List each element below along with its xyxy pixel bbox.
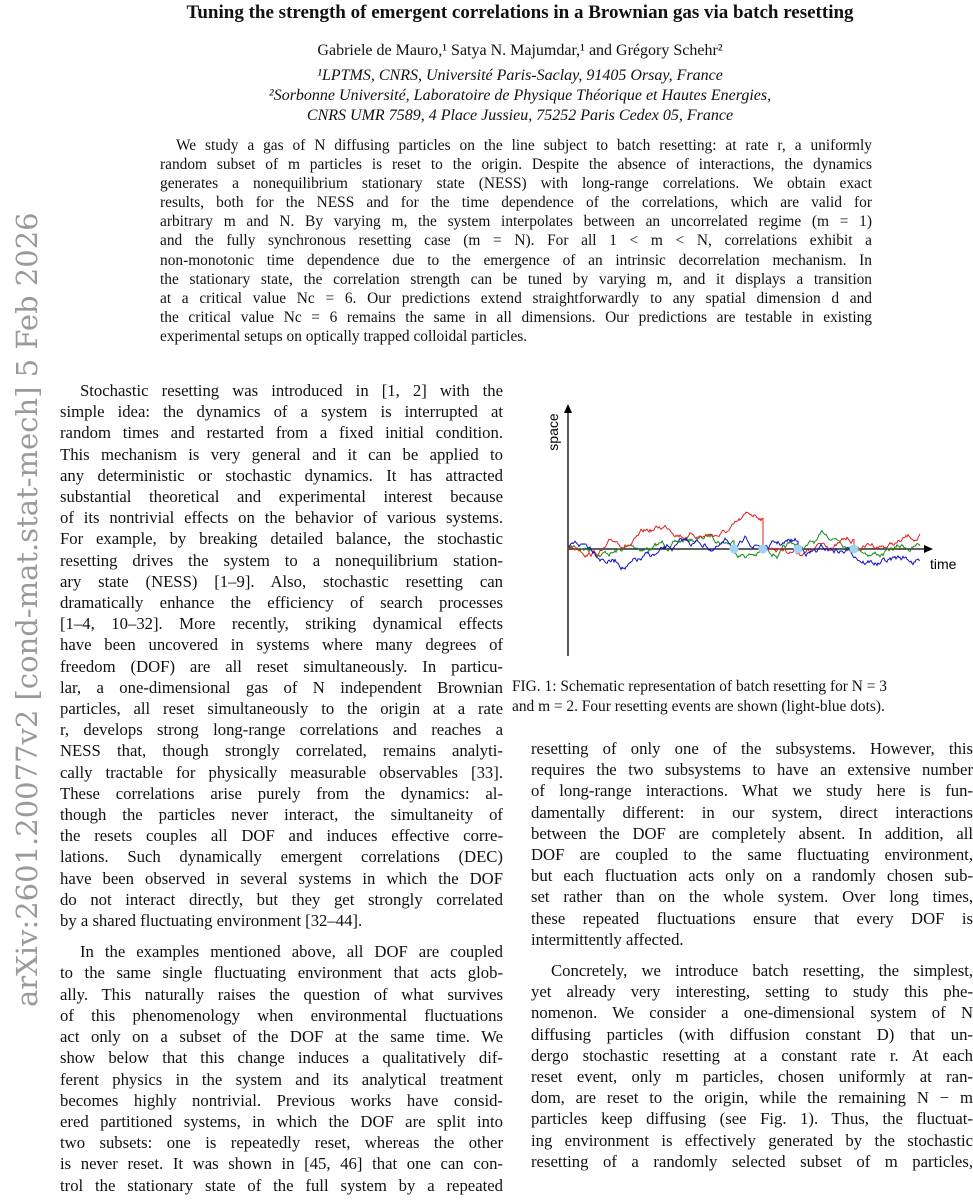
body-line: of long-range interactions. What we study here is fun-	[531, 781, 973, 801]
body-line: particles, all reset simultaneously to the origin at a rate	[60, 699, 503, 719]
body-line: have been uncovered in systems where many degrees of	[60, 635, 503, 655]
abstract-line: generates a nonequilibrium stationary state (NESS) with long-range correlations. We obtain exact	[160, 175, 872, 193]
body-line: ally. This naturally raises the question of what survives	[60, 984, 503, 1004]
body-line: dom, are reset to the origin, while the remaining N − m	[531, 1088, 973, 1108]
body-line: these repeated fluctuations ensure that every DOF is	[531, 908, 973, 928]
right-column	[531, 738, 973, 1172]
reset-event-dot	[794, 545, 803, 554]
body-line: These correlations arise purely from the dynamics: al-	[60, 783, 503, 803]
body-line: resetting drives the system to a nonequilibrium station-	[60, 550, 503, 570]
reset-event-dot	[730, 545, 739, 554]
figure-1-caption	[512, 677, 972, 717]
body-line: random times and restarted from a fixed initial condition.	[60, 423, 503, 443]
body-line: [1–4, 10–32]. More recently, striking dynamical effects	[60, 614, 503, 634]
body-line: lations. Such dynamically emergent correlations (DEC)	[60, 847, 503, 867]
y-axis-arrowhead	[564, 404, 572, 413]
body-line: This mechanism is very general and it can be applied to	[60, 444, 503, 464]
body-line: freedom (DOF) are all reset simultaneously. In particu-	[60, 656, 503, 676]
body-line: For example, by breaking detailed balance, the stochastic	[60, 529, 503, 549]
body-line: two subsets: one is repeatedly reset, whereas the other	[60, 1133, 503, 1153]
abstract-line: the critical value Nc = 6 remains the same in all dimensions. Our predictions are testable in existing	[160, 308, 872, 326]
body-line: requires the two subsystems to have an extensive number	[531, 760, 973, 780]
body-line: have been observed in several systems in which the DOF	[60, 868, 503, 888]
body-line: yet already very interesting, setting to study this phe-	[531, 982, 973, 1002]
body-line: any deterministic or stochastic dynamics. It has attracted	[60, 465, 503, 485]
arxiv-identifier: arXiv:2601.20077v2 [cond-mat.stat-mech] 5 Feb 2026	[10, 212, 44, 1008]
body-line: of this phenomenology when environmental fluctuations	[60, 1005, 503, 1025]
body-line: particles keep diffusing (see Fig. 1). Thus, the fluctuat-	[531, 1109, 973, 1129]
abstract-line: results, both for the NESS and for the time dependence of the correlations, which are valid for	[160, 194, 872, 212]
body-line: diffusing particles (with diffusion constant D) that un-	[531, 1024, 973, 1044]
y-axis-label: space	[545, 413, 561, 451]
body-line: DOF are coupled to the same fluctuating environment,	[531, 845, 973, 865]
caption-line: and m = 2. Four resetting events are shown (light-blue dots).	[512, 698, 885, 715]
abstract-line: arbitrary m and N. By varying m, the system interpolates between an uncorrelated regime (m = 1)	[160, 213, 872, 231]
affiliation-1: ¹LPTMS, CNRS, Université Paris-Saclay, 91405 Orsay, France	[317, 67, 723, 84]
abstract-line: We study a gas of N diffusing particles on the line subject to batch resetting: at rate r, a uniformly	[176, 137, 872, 154]
affiliation-2: ²Sorbonne Université, Laboratoire de Physique Théorique et Hautes Energies,	[268, 87, 772, 104]
body-line: simple idea: the dynamics of a system is interrupted at	[60, 402, 503, 422]
body-line: act only on a subset of the DOF at the same time. We	[60, 1027, 503, 1047]
body-line: intermittently affected.	[531, 929, 684, 949]
body-line: is never reset. It was shown in [45, 46] that one can con-	[60, 1154, 503, 1174]
abstract-line: non-monotonic time dependence due to the emergence of an intrinsic decorrelation mechanism. In	[160, 251, 872, 269]
body-line: ing environment is effectively generated by the stochastic	[531, 1130, 973, 1150]
affiliation-2-cont: CNRS UMR 7589, 4 Place Jussieu, 75252 Paris Cedex 05, France	[306, 107, 734, 124]
abstract-line: and the fully synchronous resetting case (m = N). For all 1 < m < N, correlations exhibit a	[160, 232, 872, 250]
body-line: cally tractable for physically measurable observables [33].	[60, 762, 503, 782]
left-column	[60, 380, 503, 1196]
body-line: nomenon. We consider a one-dimensional system of N	[531, 1003, 973, 1023]
body-line: ferent physics in the system and its analytical treatment	[60, 1069, 503, 1089]
body-line: of its nontrivial effects on the behavior of various systems.	[60, 508, 503, 528]
body-line: damentally different: in our system, direct interactions	[531, 802, 973, 822]
body-line: Concretely, we introduce batch resetting, the simplest,	[551, 961, 973, 981]
body-line: resetting of only one of the subsystems. However, this	[531, 739, 973, 758]
body-line: trol the stationary state of the full system by a repeated	[60, 1175, 503, 1195]
abstract-line: the stationary state, the correlation strength can be tuned by varying m, and it displays a transition	[160, 270, 872, 288]
abstract-line: experimental setups on optically trapped colloidal particles.	[160, 327, 528, 345]
body-line: ary state (NESS) [1–9]. Also, stochastic resetting can	[60, 571, 503, 591]
body-line: resetting of a randomly selected subset of m particles,	[531, 1151, 973, 1171]
figure-1-batch-resetting-schematic	[538, 402, 968, 668]
body-line: by a shared fluctuating environment [32–44].	[60, 911, 363, 931]
reset-event-dot	[759, 545, 768, 554]
body-line: dergo stochastic resetting at a constant rate r. At each	[531, 1045, 973, 1065]
body-line: dramatically enhance the efficiency of search processes	[60, 593, 503, 613]
body-line: but each fluctuation acts only on a randomly chosen sub-	[531, 866, 973, 886]
body-line: set rather than on the whole system. Over long times,	[531, 887, 973, 907]
body-line: between the DOF are completely absent. In addition, all	[531, 823, 973, 843]
body-line: reset event, only m particles, chosen uniformly at ran-	[531, 1067, 973, 1087]
body-line: becomes highly nontrivial. Previous works have consid-	[60, 1090, 503, 1110]
abstract-line: random subset of m particles is reset to the origin. Despite the absence of interactions, the dynamics	[160, 156, 872, 174]
blue-particle-trajectory	[568, 536, 920, 569]
abstract	[160, 136, 872, 346]
abstract-line: at a critical value Nc = 6. Our predictions extend straightforwardly to any spatial dimension d and	[160, 289, 872, 307]
reset-event-dot	[850, 545, 859, 554]
body-line: to the same single fluctuating environment that acts glob-	[60, 963, 503, 983]
body-line: lar, a one-dimensional gas of N independent Brownian	[60, 677, 503, 697]
body-line: ered partitioned systems, in which the DOF are split into	[60, 1111, 503, 1131]
body-line: NESS that, though strongly correlated, remains analyti-	[60, 741, 503, 761]
body-line: the resets couples all DOF and induces effective corre-	[60, 826, 503, 846]
caption-line: FIG. 1: Schematic representation of batch resetting for N = 3	[512, 678, 887, 695]
body-line: show below that this change induces a qualitatively dif-	[60, 1048, 503, 1068]
body-line: In the examples mentioned above, all DOF are coupled	[80, 942, 503, 962]
body-line: substantial theoretical and experimental interest because	[60, 487, 503, 507]
author-list: Gabriele de Mauro,¹ Satya N. Majumdar,¹ and Grégory Schehr²	[317, 42, 723, 59]
body-line: do not interact directly, but they get strongly correlated	[60, 889, 503, 909]
body-line: r, develops strong long-range correlations and reaches a	[60, 720, 503, 740]
paper-title: Tuning the strength of emergent correlations in a Brownian gas via batch resetting	[186, 2, 854, 23]
body-line: though the particles never interact, the simultaneity of	[60, 805, 503, 825]
body-line: Stochastic resetting was introduced in [1, 2] with the	[80, 381, 503, 400]
x-axis-arrowhead	[924, 545, 933, 553]
x-axis-label: time	[930, 556, 957, 572]
